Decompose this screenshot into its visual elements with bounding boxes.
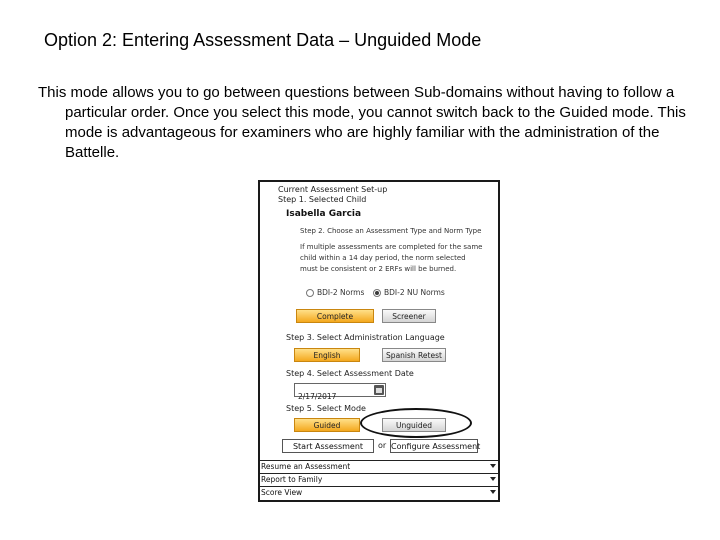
norm-radio-bdi2-nu[interactable] [373, 288, 445, 297]
chevron-down-icon [490, 490, 496, 494]
start-assessment-button[interactable]: Start Assessment [282, 439, 374, 453]
dropdown-label: Report to Family [261, 475, 323, 484]
panel-header: Current Assessment Set-up [278, 185, 388, 194]
calendar-icon[interactable] [374, 385, 384, 395]
assessment-date-field[interactable] [294, 383, 386, 397]
resume-assessment-dropdown[interactable] [260, 460, 498, 472]
step2-note-line: must be consistent or 2 ERFs will be burned. [300, 265, 457, 273]
radio-selected-icon [373, 289, 381, 297]
score-view-dropdown[interactable] [260, 486, 498, 498]
complete-button[interactable]: Complete [296, 309, 374, 323]
or-text: or [378, 441, 387, 450]
step3-label: Step 3. Select Administration Language [286, 333, 445, 342]
unguided-button[interactable]: Unguided [382, 418, 446, 432]
step2-note-line: If multiple assessments are completed for the same [300, 243, 483, 251]
norm-radio-label: BDI-2 Norms [317, 288, 365, 297]
step1-label: Step 1. Selected Child [278, 195, 367, 204]
chevron-down-icon [490, 477, 496, 481]
norm-radio-label: BDI-2 NU Norms [384, 288, 445, 297]
report-to-family-dropdown[interactable] [260, 473, 498, 485]
slide-body-text: This mode allows you to go between questions between Sub-domains without having to follow a particular order. Once you select this mode, you cannot switch back to the Guided mode. This mode is advantageous for examiners who are highly familiar with the administration of the Battelle. [38, 84, 686, 161]
radio-unselected-icon [306, 289, 314, 297]
date-input[interactable] [295, 391, 370, 402]
step4-label: Step 4. Select Assessment Date [286, 369, 414, 378]
spanish-retest-button[interactable]: Spanish Retest [382, 348, 446, 362]
slide-title: Option 2: Entering Assessment Data – Unguided Mode [44, 30, 482, 50]
screener-button[interactable]: Screener [382, 309, 436, 323]
guided-button[interactable]: Guided [294, 418, 360, 432]
step2-section [276, 222, 483, 276]
step5-label: Step 5. Select Mode [286, 404, 366, 413]
step2-label: Step 2. Choose an Assessment Type and Norm Type [300, 227, 482, 235]
configure-assessment-button[interactable]: Configure Assessment [390, 439, 478, 453]
english-button[interactable]: English [294, 348, 360, 362]
dropdown-label: Score View [261, 488, 303, 497]
chevron-down-icon [490, 464, 496, 468]
step2-note-line: child within a 14 day period, the norm selected [300, 254, 466, 262]
dropdown-label: Resume an Assessment [261, 462, 351, 471]
selected-child-name: Isabella Garcia [286, 209, 362, 219]
assessment-setup-panel [258, 180, 500, 502]
norm-radio-bdi2[interactable] [306, 288, 364, 297]
